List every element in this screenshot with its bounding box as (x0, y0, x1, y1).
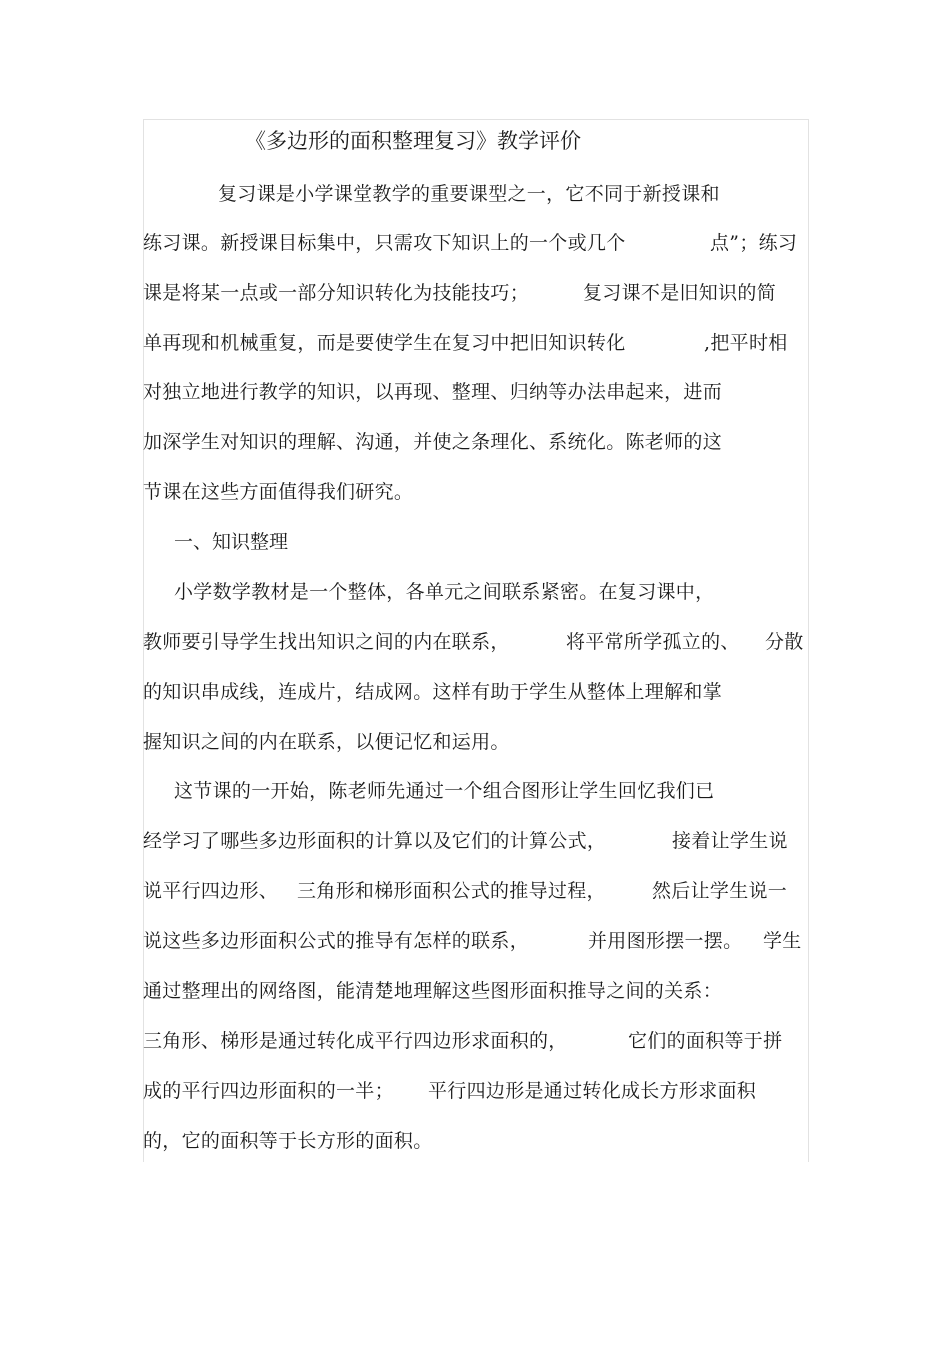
paragraph-line: 的知识串成线，连成片，结成网。这样有助于学生从整体上理解和掌 (143, 681, 723, 703)
paragraph-line: 点”；练习 (710, 232, 798, 254)
paragraph-line: 然后让学生说一 (652, 880, 788, 902)
paragraph-line: 复习课是小学课堂教学的重要课型之一，它不同于新授课和 (218, 183, 720, 205)
paragraph-line: ,把平时相 (704, 332, 788, 354)
paragraph-line: 成的平行四边形面积的一半； (143, 1080, 394, 1102)
paragraph-line: 三角形和梯形面积公式的推导过程， (297, 880, 606, 902)
paragraph-line: 课是将某一点或一部分知识转化为技能技巧； (143, 282, 530, 304)
paragraph-line: 握知识之间的内在联系，以便记忆和运用。 (143, 731, 510, 753)
paragraph-line: 将平常所学孤立的、 (566, 631, 740, 653)
paragraph-line: 教师要引导学生找出知识之间的内在联系， (143, 631, 510, 653)
paragraph-line: 这节课的一开始，陈老师先通过一个组合图形让学生回忆我们已 (174, 780, 715, 802)
paragraph-line: 复习课不是旧知识的简 (583, 282, 777, 304)
paragraph-line: 它们的面积等于拼 (628, 1030, 783, 1052)
paragraph-line: 练习课。新授课目标集中，只需攻下知识上的一个或几个 (143, 232, 626, 254)
paragraph-line: 经学习了哪些多边形面积的计算以及它们的计算公式， (143, 830, 607, 852)
paragraph-line: 单再现和机械重复，而是要使学生在复习中把旧知识转化 (143, 332, 626, 354)
paragraph-line: 节课在这些方面值得我们研究。 (143, 481, 414, 503)
paragraph-line: 接着让学生说 (672, 830, 788, 852)
paragraph-line: 平行四边形是通过转化成长方形求面积 (428, 1080, 757, 1102)
paragraph-line: 的，它的面积等于长方形的面积。 (143, 1130, 433, 1152)
section-heading: 一、知识整理 (174, 531, 289, 553)
paragraph-line: 说平行四边形、 (143, 880, 279, 902)
paragraph-line: 对独立地进行教学的知识，以再现、整理、归纳等办法串起来，进而 (143, 381, 723, 403)
paragraph-line: 三角形、梯形是通过转化成平行四边形求面积的， (143, 1030, 568, 1052)
paragraph-line: 学生 (763, 930, 802, 952)
paragraph-line: 说这些多边形面积公式的推导有怎样的联系， (143, 930, 530, 952)
paragraph-line: 小学数学教材是一个整体，各单元之间联系紧密。在复习课中， (174, 581, 715, 603)
paragraph-line: 并用图形摆一摆。 (588, 930, 743, 952)
document-title: 《多边形的面积整理复习》教学评价 (245, 129, 581, 153)
paragraph-line: 通过整理出的网络图，能清楚地理解这些图形面积推导之间的关系： (143, 980, 723, 1002)
paragraph-line: 加深学生对知识的理解、沟通，并使之条理化、系统化。陈老师的这 (143, 431, 723, 453)
paragraph-line: 分散 (765, 631, 804, 653)
